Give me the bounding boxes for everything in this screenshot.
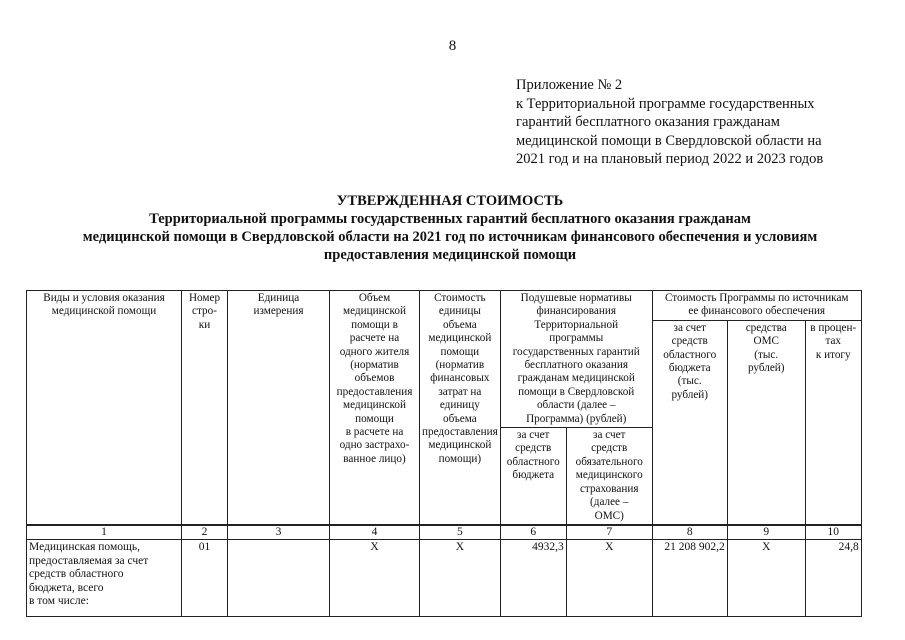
text-line: гражданам медицинской [517,372,635,385]
text-line: помощи [440,345,480,358]
header-col-5 [420,291,501,525]
text-line: Медицинская помощь, [29,541,140,554]
text-line: рублей) [747,362,785,375]
text-line: Виды и условия оказания [43,292,165,304]
appendix-line: гарантий бесплатного оказания гражданам [516,114,780,130]
column-number: 8 [652,525,727,540]
column-number: 6 [500,525,566,540]
text-line: помощи в Свердловской [518,385,635,398]
document-heading [20,192,880,264]
header-group-cost [652,291,861,321]
text-line: в процен- [810,321,857,334]
text-line: Объем [358,292,391,304]
text-line: помощи) [438,452,482,465]
heading-line: Территориальной программы государственных гарантий бесплатного оказания гражданам [149,211,751,227]
text-line: медицинского [575,469,643,482]
text-line: в том числе: [29,594,89,607]
text-line: единицы [438,305,481,318]
row-per-capita-oms: Х [566,540,652,617]
text-line: предоставления [336,385,413,398]
text-line: за счет [517,429,550,442]
text-line: (тыс. [754,348,779,361]
cost-table [26,290,862,617]
text-line: (далее – [590,496,629,509]
text-line: медицинской [428,332,492,345]
text-line: тах [825,335,842,348]
text-line: объема [443,318,477,331]
text-line: финансовых [430,372,490,385]
column-number: 1 [27,525,182,540]
column-number: 10 [805,525,861,540]
row-per-capita-budget: 4932,3 [500,540,566,617]
text-line: за счет [673,321,706,334]
text-line: (норматив [435,359,485,372]
header-col-9 [727,320,805,525]
column-number: 5 [420,525,501,540]
row-unit-cost: Х [420,540,501,617]
text-line: за счет [593,429,626,442]
text-line: государственных гарантий [512,345,640,358]
text-line: ее финансового обеспечения [688,305,826,318]
text-line: объема [443,412,477,425]
appendix-line: Приложение № 2 [516,77,623,93]
text-line: измерения [253,305,304,318]
text-line: рублей) [671,388,709,401]
text-line: объемов [354,372,395,385]
header-col-10 [805,320,861,525]
header-col-2 [182,291,228,525]
text-line: средства [745,321,787,334]
text-line: программы [549,332,604,345]
text-line: средств [591,442,628,455]
text-line: бюджета [668,362,711,375]
text-line: Номер [188,292,221,304]
appendix-line: к Территориальной программе государственных [516,95,815,112]
header-col-4 [330,291,420,525]
text-line: бесплатного оказания [524,359,628,372]
text-line: единицу [439,399,480,412]
header-col-6 [500,428,566,525]
text-line: финансирования [536,305,616,318]
text-line: областного [506,455,560,468]
text-line: страхования [579,482,639,495]
column-number: 7 [566,525,652,540]
text-line: медицинской помощи [51,305,157,318]
row-volume: Х [330,540,420,617]
text-line: Программа) (рублей) [526,412,627,425]
text-line: медицинской [343,399,406,412]
row-cost-oms: Х [727,540,805,617]
column-number: 2 [182,525,228,540]
appendix-line: 2021 год и на плановый период 2022 и 2023 годов [516,151,824,167]
text-line: предоставляемая за счет [29,554,149,567]
header-col-1 [27,291,182,525]
heading-line: предоставления медицинской помощи [323,247,577,263]
text-line: одно застрахо- [339,439,410,452]
page-number: 8 [448,38,457,54]
column-number: 3 [228,525,330,540]
header-col-3 [228,291,330,525]
appendix-line: медицинской помощи в Свердловской области на [516,132,822,149]
heading-line: УТВЕРЖДЕННАЯ СТОИМОСТЬ [336,193,564,209]
text-line: бюджета [512,469,555,482]
text-line: средств областного [29,568,124,581]
text-line: Территориальной [534,318,619,331]
text-line: обязательного [575,455,643,468]
text-line: (тыс. [677,375,702,388]
text-line: ванное лицо) [343,452,406,465]
text-line: помощи [355,412,394,425]
text-line: Стоимость Программы по источникам [664,292,849,304]
text-line: ОМС [753,335,779,348]
text-line: предоставления [422,426,498,439]
text-line: областного [663,348,717,361]
text-line: расчете на [349,332,400,345]
column-number: 4 [330,525,420,540]
text-line: стро- [192,305,217,318]
text-line: области (далее – [536,399,616,412]
text-line: (норматив [350,359,399,372]
text-line: Стоимость [434,292,486,304]
text-line: одного жителя [339,345,410,358]
text-line: медицинской [343,305,406,318]
appendix-note [516,76,896,169]
table-row [27,540,862,617]
text-line: средств [671,335,708,348]
row-cost-budget: 21 208 902,2 [652,540,727,617]
text-line: затрат на [438,385,482,398]
text-line: помощи в [351,318,398,331]
row-name [27,540,182,617]
column-number-row [27,525,862,540]
text-line: бюджета, всего [29,581,104,594]
row-unit [228,540,330,617]
row-line-number: 01 [182,540,228,617]
text-line: к итогу [815,348,851,361]
header-group-per-capita [500,291,652,428]
text-line: Единица [257,292,300,304]
text-line: в расчете на [345,426,404,439]
text-line: Подушевые нормативы [520,292,632,304]
text-line: медицинской [428,439,492,452]
text-line: ОМС) [594,509,624,522]
heading-line: медицинской помощи в Свердловской области на 2021 год по источникам финансового обеспечения и условиям [82,229,818,245]
header-col-8 [652,320,727,525]
text-line: ки [198,318,211,331]
row-percent: 24,8 [805,540,861,617]
text-line: средств [515,442,552,455]
header-col-7 [566,428,652,525]
column-number: 9 [727,525,805,540]
